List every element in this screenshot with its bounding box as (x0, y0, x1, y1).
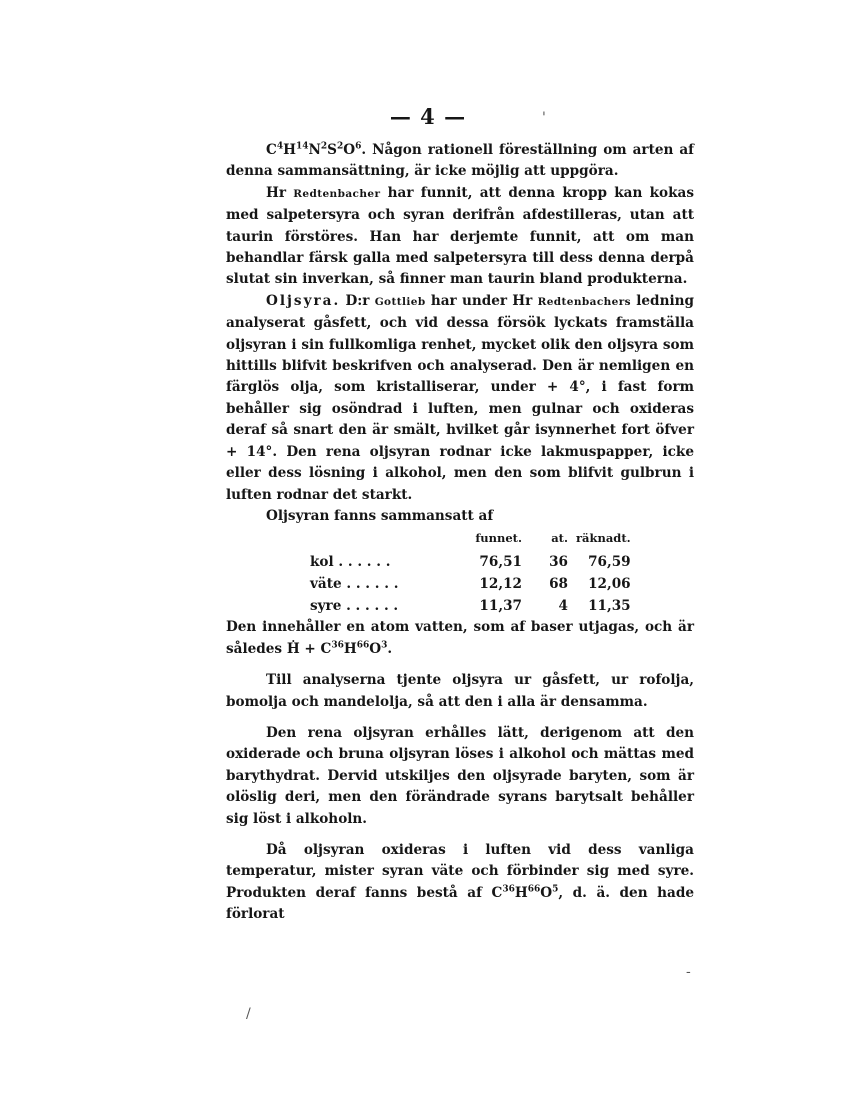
formula: $C^4H^{14}N^2S^2O^6$ (266, 141, 362, 158)
formula: $C^{36}H^{66}O^5$ (491, 884, 559, 901)
column-header: funnet. (475, 531, 522, 546)
paragraph-redtenbacher: Hr Redtenbacher har funnit, att denna kropp kan kokas med salpetersyra och syran derifrån afdestilleras, utan att taurin förstöres. Han har derjemte funnit, att om man behandlar färsk galla med salpetersyra till dess denna derpå slutat sin inverkan, så finner man taurin bland produkterna. (226, 184, 694, 288)
table-row: väte . . . . . . 12,12 68 12,06 (310, 576, 631, 593)
page-body (226, 140, 694, 926)
table-row: syre . . . . . . 11,37 4 11,35 (310, 598, 631, 615)
paragraph-water: Den innehåller en atom vatten, som af baser utjagas, och är således Ḣ + $C^{36}H^{66}O^3$. (226, 619, 694, 657)
column-header: räknadt. (576, 531, 631, 546)
stray-mark: - (686, 964, 691, 980)
page-number: — 4 — (389, 104, 467, 129)
composition-table (306, 531, 635, 617)
table-header-row (306, 531, 635, 551)
stray-mark: / (246, 1006, 251, 1022)
paragraph-analyses: Till analyserna tjente oljsyra ur gåsfett, ur rofolja, bomolja och mandelolja, så att den i alla är densamma. (226, 672, 694, 710)
paragraph-oxidation: Då oljsyran oxideras i luften vid dess vanliga temperatur, mister syran väte och förbinder sig med syre. Produkten deraf fanns bestå af $C^{36}H^{66}O^5$, d. ä. den hade förlorat (226, 841, 694, 923)
column-header: at. (551, 531, 568, 546)
stray-mark: ' (542, 110, 546, 126)
paragraph-oljsyra: Oljsyra. D:r Gottlieb har under Hr Redtenbachers ledning analyserat gåsfett, och vid dessa försök lyckats framställa oljsyran i sin fullkomliga renhet, mycket olik den oljsyra som hittills blifvit beskrifven och analyserad. Den är nemligen en färglös olja, som kristalliserar, under + 4°, i fast form behåller sig osöndrad i luften, men gulnar och oxideras deraf så snart den är smält, hvilket går isynnerhet fort öfver + 14°. Den rena oljsyran rodnar icke lakmuspapper, icke eller dess lösning i alkohol, men den som blifvit gulbrun i luften rodnar det starkt. (226, 292, 694, 503)
table-intro: Oljsyran fanns sammansatt af (266, 507, 494, 524)
paragraph-pure-acid: Den rena oljsyran erhålles lätt, derigenom att den oxiderade och bruna oljsyran löses i alkohol och mättas med barythydrat. Dervid utskiljes den oljsyrade baryten, som är olöslig deri, men den förändrade syrans barytsalt behåller sig löst i alkoholn. (226, 724, 694, 827)
table-row: kol . . . . . . 76,51 36 76,59 (310, 554, 631, 571)
paragraph-formula: $C^4H^{14}N^2S^2O^6$. Någon rationell föreställning om arten af denna sammansättning, är icke möjlig att uppgöra. (226, 141, 694, 180)
formula: Ḣ + $C^{36}H^{66}O^3$. (286, 640, 393, 657)
section-heading: Oljsyra. (266, 292, 341, 309)
